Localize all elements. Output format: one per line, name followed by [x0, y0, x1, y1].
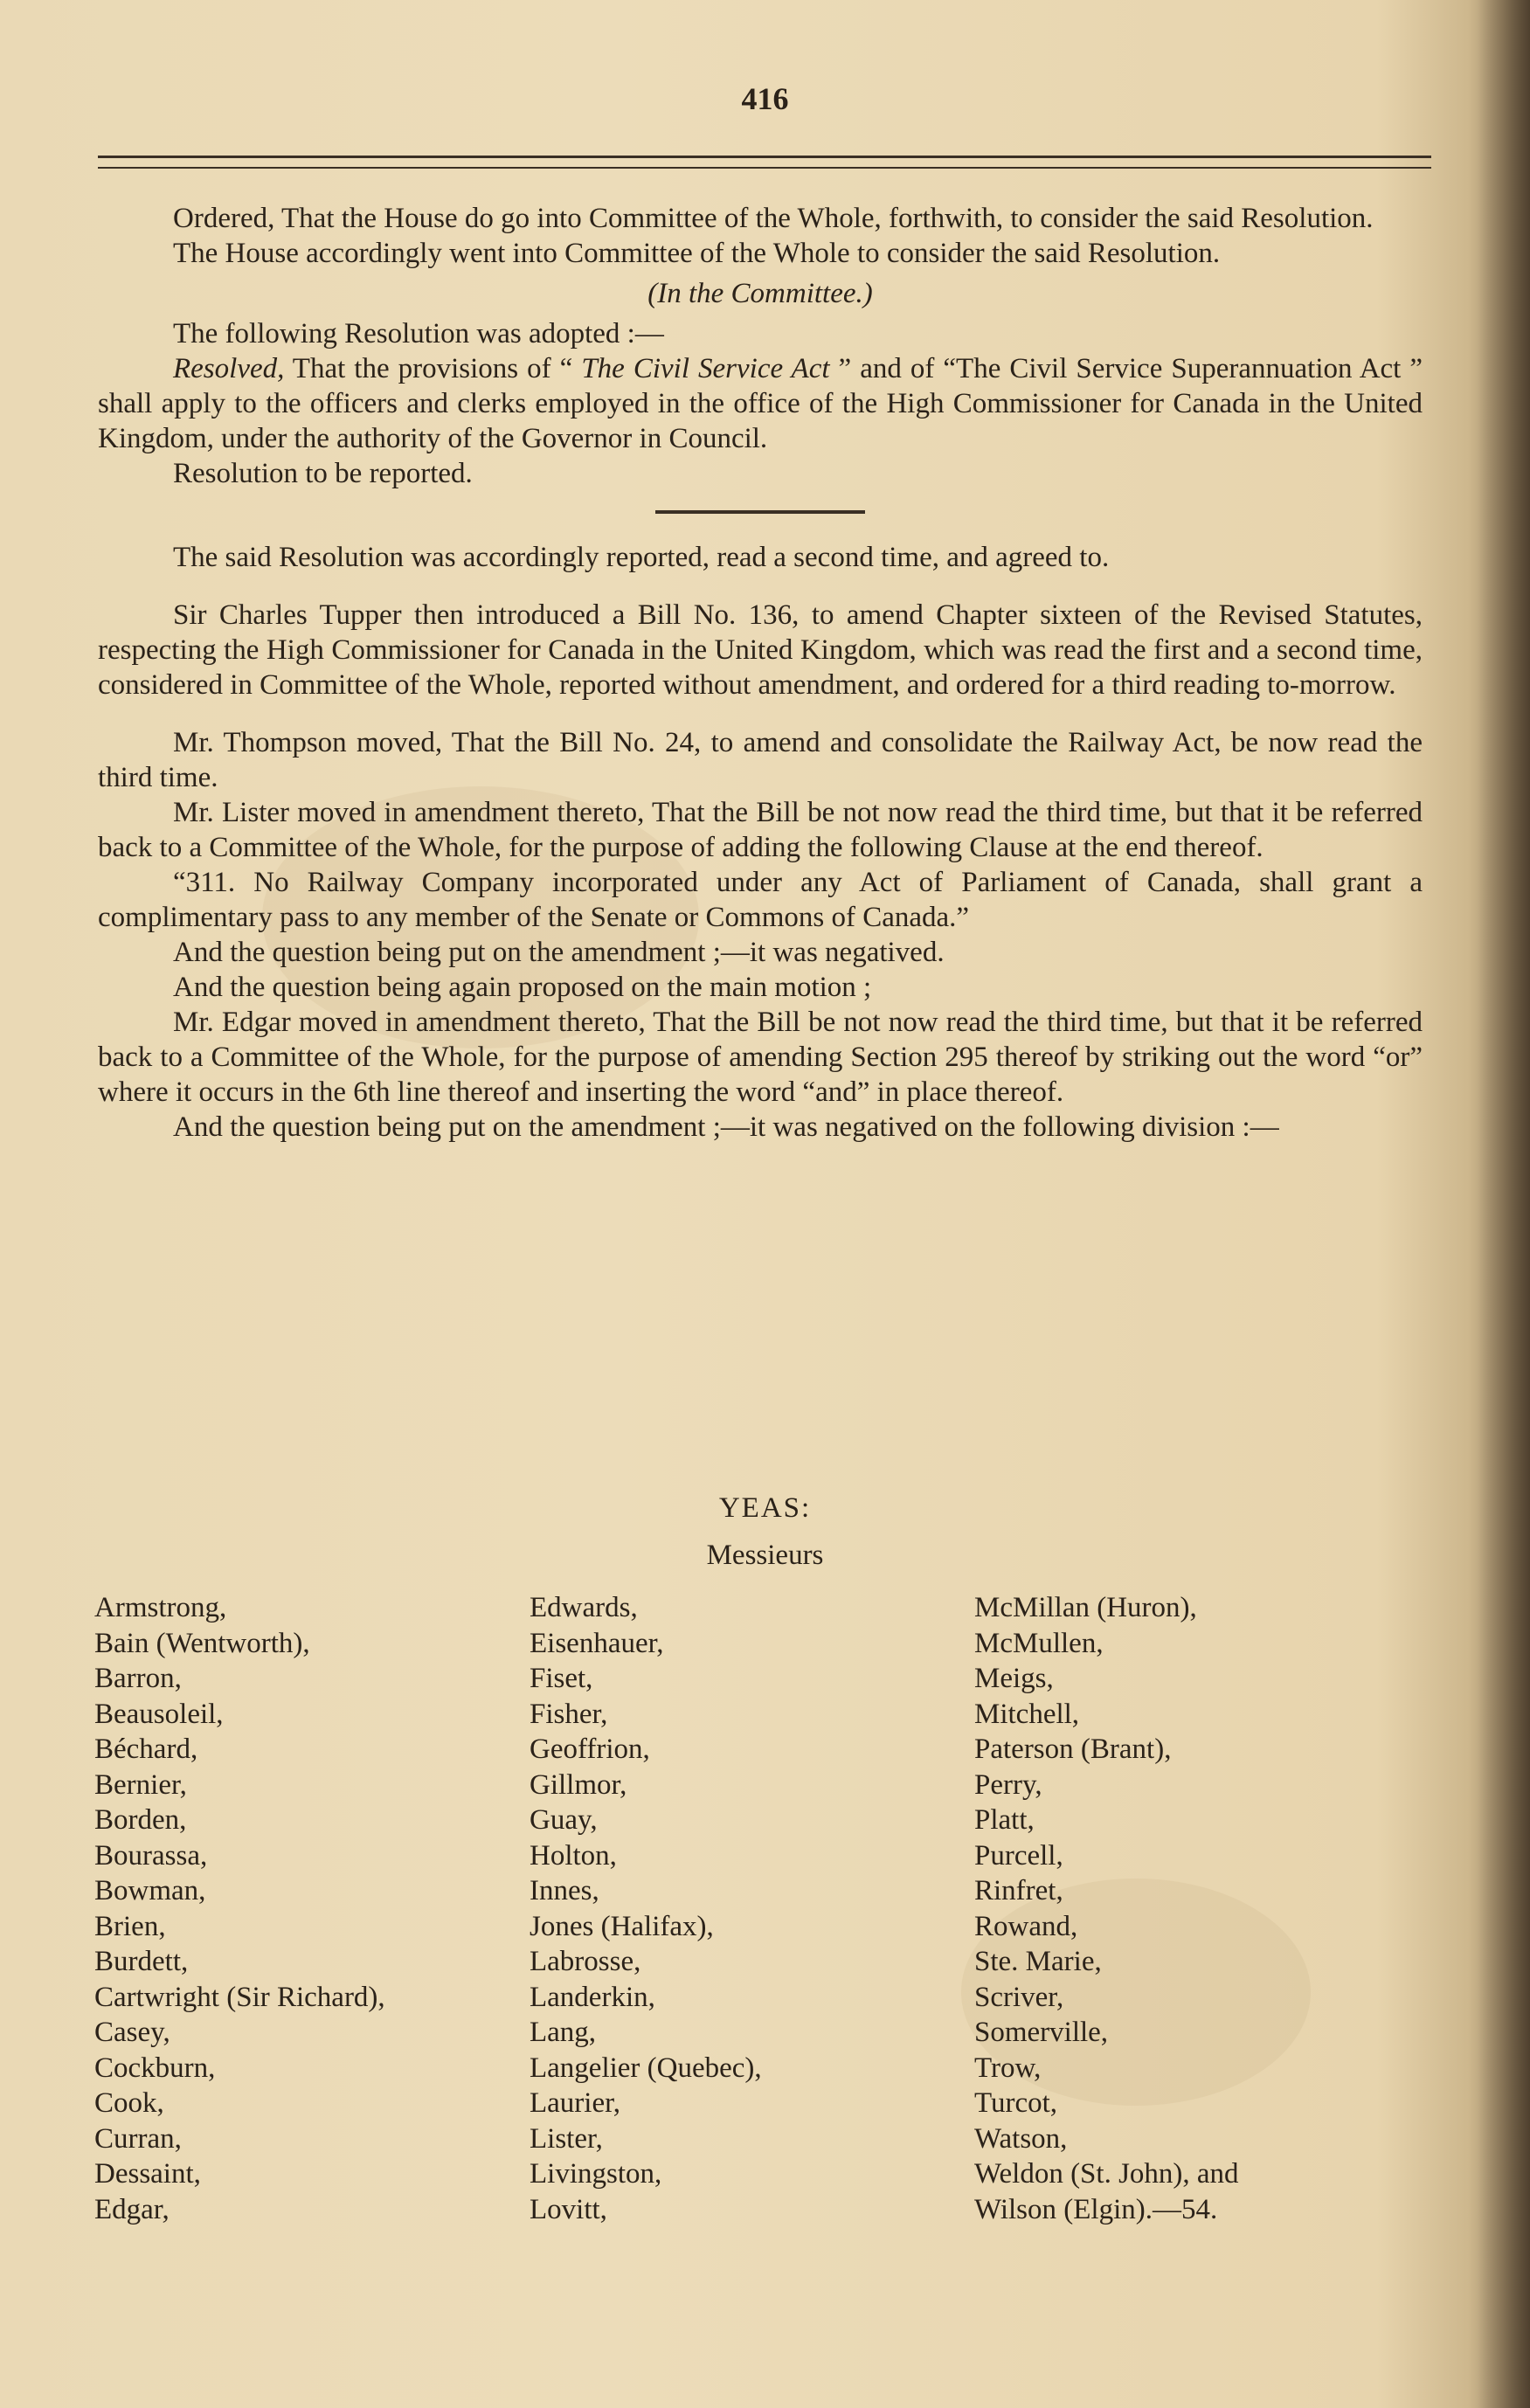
- member-name: Labrosse,: [530, 1946, 641, 1977]
- member-name: Gillmor,: [530, 1768, 627, 1801]
- member-name: Cockburn,: [94, 2052, 216, 2084]
- paragraph-committee: The House accordingly went into Committee of the Whole to consider the said Resolution.: [173, 238, 1221, 269]
- member-name: Rinfret,: [974, 1875, 1063, 1906]
- member-name: Borden,: [94, 1804, 187, 1836]
- member-name: Lovitt,: [530, 2193, 607, 2225]
- resolved-label: Resolved,: [173, 353, 285, 384]
- member-name: Fiset,: [530, 1663, 593, 1694]
- member-name: Burdett,: [94, 1946, 189, 1977]
- member-name: Dessaint,: [94, 2158, 201, 2190]
- paragraph-division: And the question being put on the amendment ;—it was negatived on the following division :—: [173, 1111, 1279, 1143]
- messieurs-heading: Messieurs: [706, 1540, 824, 1571]
- paragraph-ordered: Ordered, That the House do go into Committee of the Whole, forthwith, to consider the said Resolution.: [173, 203, 1374, 234]
- member-name: Landerkin,: [530, 1981, 655, 2013]
- member-name: Watson,: [974, 2122, 1068, 2155]
- paragraph-edgar-amendment: Mr. Edgar moved in amendment thereto, That the Bill be not now read the third time, but that it be referred back to a Committee of the Whole, for the purpose of amending Section 295 thereof by striking out the word “or” where it occurs in the 6th line thereof and inserting the word “and” in place thereof.: [98, 1007, 1423, 1108]
- member-name: Trow,: [974, 2052, 1042, 2084]
- member-name: Casey,: [94, 2017, 170, 2048]
- member-name: Livingston,: [530, 2158, 662, 2190]
- member-name: Platt,: [974, 1804, 1035, 1836]
- member-name: Lister,: [530, 2122, 603, 2155]
- member-name: Beausoleil,: [94, 1698, 224, 1730]
- paragraph-clause-311: “311. No Railway Company incorporated under any Act of Parliament of Canada, shall grant a complimentary pass to any member of the Senate or Commons of Canada.”: [98, 867, 1423, 933]
- paragraph-lister-amendment: Mr. Lister moved in amendment thereto, That the Bill be not now read the third time, but that it be referred back to a Committee of the Whole, for the purpose of adding the following Clause at the end thereof.: [98, 797, 1423, 863]
- member-name: Armstrong,: [94, 1592, 227, 1623]
- member-name: Wilson (Elgin).—54.: [974, 2193, 1218, 2225]
- member-name: Bernier,: [94, 1768, 187, 1801]
- member-name: Edgar,: [94, 2193, 170, 2225]
- member-name: Béchard,: [94, 1733, 198, 1765]
- member-name: Brien,: [94, 1910, 166, 1942]
- member-name: Edwards,: [530, 1592, 638, 1623]
- member-name: Lang,: [530, 2017, 597, 2048]
- member-name: McMullen,: [974, 1627, 1104, 1659]
- member-name: Bain (Wentworth),: [94, 1627, 310, 1659]
- member-name: Innes,: [530, 1875, 599, 1906]
- paragraph-to-be-reported: Resolution to be reported.: [173, 458, 473, 489]
- member-name: Geoffrion,: [530, 1733, 650, 1765]
- member-name: Bowman,: [94, 1875, 206, 1906]
- paragraph-negatived: And the question being put on the amendment ;—it was negatived.: [173, 937, 945, 968]
- paragraph-resolution-adopted: The following Resolution was adopted :—: [173, 318, 664, 349]
- member-name: Cartwright (Sir Richard),: [94, 1981, 385, 2013]
- book-spine-shadow: [1478, 0, 1530, 2408]
- journal-body: [98, 201, 1423, 1145]
- member-name: Guay,: [530, 1804, 598, 1836]
- paragraph-main-motion: And the question being again proposed on the main motion ;: [173, 972, 872, 1003]
- member-name: Laurier,: [530, 2087, 621, 2119]
- member-name: Jones (Halifax),: [530, 1910, 714, 1942]
- member-name: Eisenhauer,: [530, 1627, 664, 1659]
- in-committee-heading: (In the Committee.): [647, 278, 873, 309]
- yeas-column-3: [974, 1590, 1239, 2227]
- member-name: Somerville,: [974, 2017, 1109, 2048]
- member-name: Holton,: [530, 1839, 617, 1872]
- member-name: Ste. Marie,: [974, 1946, 1102, 1977]
- member-name: Scriver,: [974, 1981, 1064, 2013]
- member-name: Barron,: [94, 1663, 182, 1694]
- member-name: Purcell,: [974, 1839, 1063, 1872]
- member-name: Langelier (Quebec),: [530, 2052, 762, 2084]
- civil-service-act: The Civil Service Act: [581, 353, 830, 384]
- paragraph-reported: The said Resolution was accordingly reported, read a second time, and agreed to.: [173, 542, 1110, 573]
- resolved-text-a: That the provisions of “: [284, 353, 582, 384]
- resolved-text-b: ” and of “The Civil Service Superannuation Act ” shall apply to the officers and clerks employed in the office of the High Commissioner for Canada in the United Kingdom, under the authority of the Governor in Council.: [98, 353, 1423, 454]
- yeas-heading: YEAS:: [718, 1492, 812, 1524]
- page-number: 416: [741, 81, 789, 116]
- member-name: Turcot,: [974, 2087, 1058, 2119]
- member-name: Rowand,: [974, 1910, 1078, 1942]
- paragraph-resolved: [98, 351, 1423, 456]
- yeas-column-2: [530, 1590, 762, 2227]
- header-double-rule: [98, 156, 1431, 169]
- member-name: Bourassa,: [94, 1839, 208, 1872]
- member-name: McMillan (Huron),: [974, 1592, 1197, 1623]
- section-divider: [655, 510, 865, 514]
- member-name: Curran,: [94, 2122, 182, 2155]
- member-name: Paterson (Brant),: [974, 1733, 1172, 1765]
- yeas-column-1: [94, 1590, 385, 2227]
- member-name: Weldon (St. John), and: [974, 2158, 1239, 2190]
- paragraph-thompson-moved: Mr. Thompson moved, That the Bill No. 24, to amend and consolidate the Railway Act, be now read the third time.: [98, 727, 1423, 793]
- member-name: Cook,: [94, 2087, 164, 2119]
- member-name: Mitchell,: [974, 1698, 1080, 1730]
- member-name: Perry,: [974, 1768, 1042, 1801]
- paragraph-tupper-bill: Sir Charles Tupper then introduced a Bill No. 136, to amend Chapter sixteen of the Revised Statutes, respecting the High Commissioner for Canada in the United Kingdom, which was read the first and a second time, considered in Committee of the Whole, reported without amendment, and ordered for a third reading to-morrow.: [98, 599, 1423, 701]
- member-name: Meigs,: [974, 1663, 1054, 1694]
- member-name: Fisher,: [530, 1698, 608, 1730]
